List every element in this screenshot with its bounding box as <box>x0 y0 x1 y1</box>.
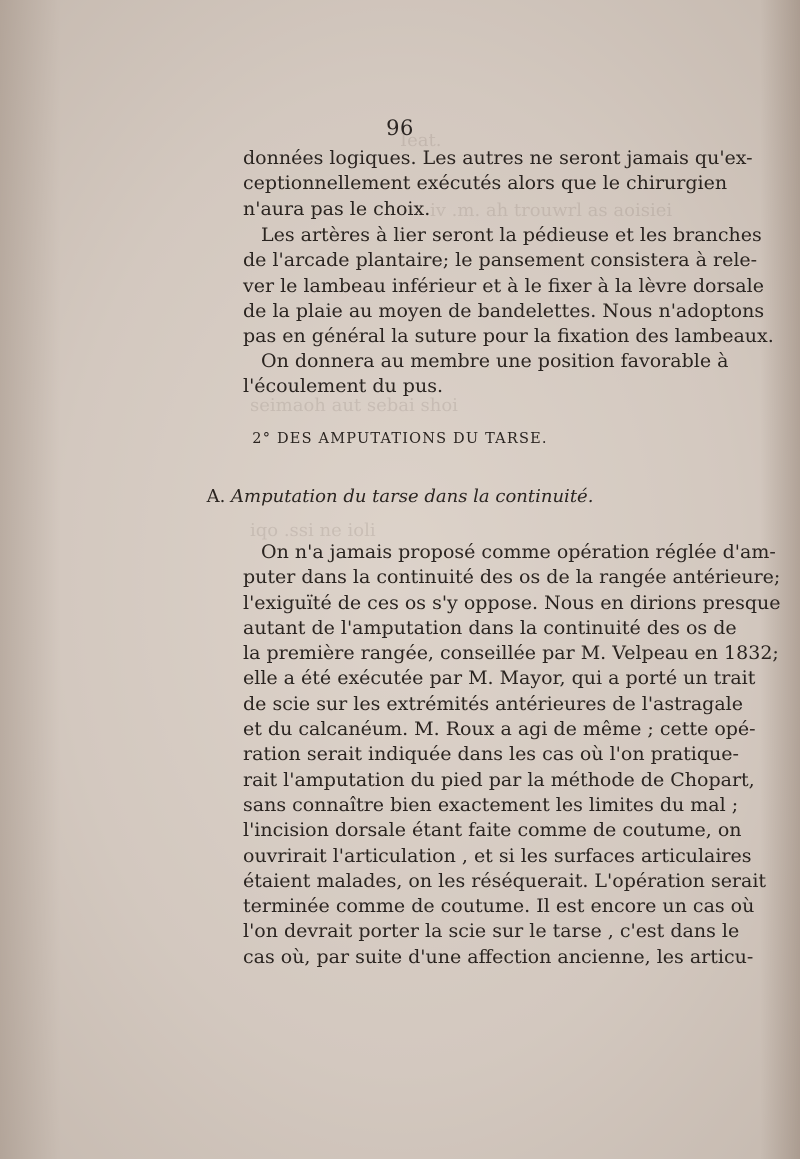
text-line: On n'a jamais proposé comme opération réglée d'am- <box>261 541 776 563</box>
text-line: rait l'amputation du pied par la méthode de Chopart, <box>243 768 755 791</box>
paragraph-4 <box>243 540 781 970</box>
text-line: autant de l'amputation dans la continuité des os de <box>243 616 737 639</box>
text-line: elle a été exécutée par M. Mayor, qui a porté un trait <box>243 667 756 690</box>
text-line: ver le lambeau inférieur et à le fixer à la lèvre dorsale <box>243 274 764 297</box>
text-line: ration serait indiquée dans les cas où l'on pratique- <box>243 743 739 766</box>
text-line: l'exiguïté de ces os s'y oppose. Nous en dirions presque <box>243 591 781 614</box>
text-line: de l'arcade plantaire; le pansement consistera à rele- <box>243 249 758 272</box>
text-line: puter dans la continuité des os de la rangée antérieure; <box>243 566 781 589</box>
text-line: On donnera au membre une position favorable à <box>261 350 729 372</box>
text-line: ouvrirait l'articulation , et si les surfaces articulaires <box>243 844 752 867</box>
subsection-letter: A. <box>206 486 226 507</box>
text-line: Les artères à lier seront la pédieuse et les branches <box>261 224 762 246</box>
text-line: de scie sur les extrémités antérieures de l'astragale <box>243 692 743 715</box>
section-heading: 2° DES AMPUTATIONS DU TARSE. <box>252 431 548 447</box>
text-line: l'incision dorsale étant faite comme de coutume, on <box>243 819 742 842</box>
text-line: ceptionnellement exécutés alors que le chirurgien <box>243 172 728 195</box>
subsection-heading <box>0 486 800 507</box>
text-line: cas où, par suite d'une affection ancienne, les articu- <box>243 945 754 968</box>
page-number: 96 <box>386 116 414 140</box>
show-through: seimaoh aut sebai shoi <box>250 395 458 416</box>
text-line: données logiques. Les autres ne seront jamais qu'ex- <box>243 147 753 169</box>
paragraph-1 <box>243 146 753 222</box>
paragraph-3 <box>243 349 729 400</box>
text-line: pas en général la suture pour la fixation des lambeaux. <box>243 325 774 348</box>
text-line: l'écoulement du pus. <box>243 375 443 398</box>
text-line: la première rangée, conseillée par M. Velpeau en 1832; <box>243 642 779 665</box>
text-line: l'on devrait porter la scie sur le tarse , c'est dans le <box>243 920 740 943</box>
show-through: iqo .ssi ne ioli <box>250 520 376 541</box>
text-line: étaient malades, on les réséquerait. L'opération serait <box>243 869 767 892</box>
text-line: n'aura pas le choix. <box>243 197 431 220</box>
text-line: terminée comme de coutume. Il est encore un cas où <box>243 895 755 918</box>
show-through: Ieat. <box>400 130 442 151</box>
text-line: et du calcanéum. M. Roux a agi de même ; cette opé- <box>243 718 756 741</box>
paragraph-2 <box>243 223 774 349</box>
show-through: iv .m. ah trouwrl as aoisiei <box>430 200 673 221</box>
text-line: sans connaître bien exactement les limites du mal ; <box>243 793 739 816</box>
subsection-title: Amputation du tarse dans la continuité. <box>231 486 594 507</box>
text-line: de la plaie au moyen de bandelettes. Nous n'adoptons <box>243 299 765 322</box>
